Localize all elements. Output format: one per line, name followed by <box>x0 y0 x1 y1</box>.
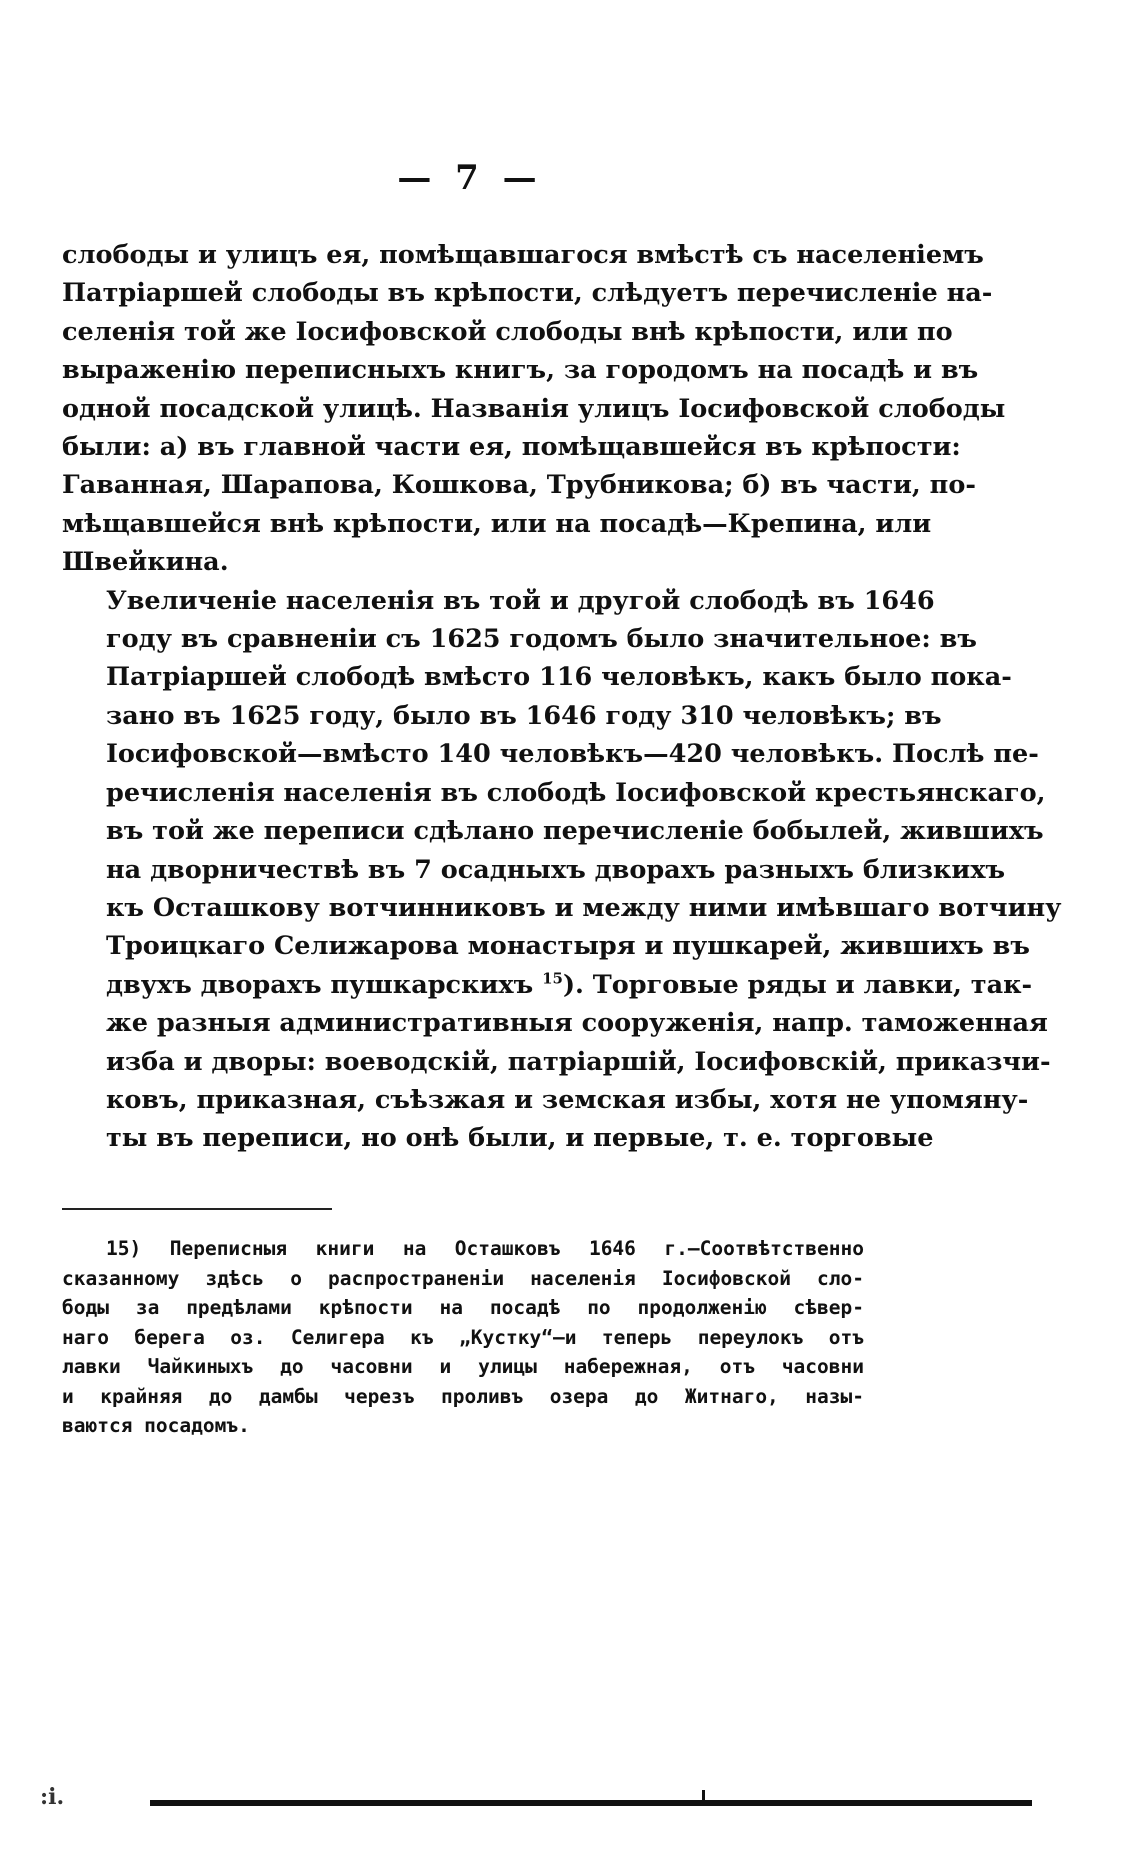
text-line: мѣщавшейся внѣ крѣпости, или на посадѣ—Крепина, или <box>62 508 932 539</box>
main-text <box>62 236 1062 1158</box>
text-line: Патріаршей слободѣ вмѣсто 116 человѣкъ, какъ было пока- <box>106 662 1012 693</box>
text-line: Швейкина. <box>62 547 229 578</box>
text-line: ты въ переписи, но онѣ были, и первые, т. е. торговые <box>106 1123 934 1154</box>
footnote-reference[interactable]: 15 <box>542 969 563 988</box>
paragraph-1 <box>62 236 1006 582</box>
text-line: изба и дворы: воеводскій, патріаршій, Іосифовскій, приказчи- <box>106 1046 1051 1077</box>
text-line: выраженію переписныхъ книгъ, за городомъ на посадѣ и въ <box>62 355 979 386</box>
text-line: къ Осташкову вотчинниковъ и между ними имѣвшаго вотчину <box>106 892 1062 923</box>
text-line: году въ сравненіи съ 1625 годомъ было значительное: въ <box>106 624 977 655</box>
footnote-marker: 15) <box>106 1237 142 1260</box>
text-line: слободы и улицъ ея, помѣщавшагося вмѣстѣ съ населеніемъ <box>62 240 984 270</box>
footnote-line: и крайняя до дамбы черезъ проливъ озера до Житнаго, назы- <box>62 1384 864 1408</box>
text-line: Гаванная, Шарапова, Кошкова, Трубникова; б) въ части, по- <box>62 470 976 501</box>
text-line: Троицкаго Селижарова монастыря и пушкарей, жившихъ въ <box>106 931 1030 962</box>
footnote-line: боды за предѣлами крѣпости на посадѣ по продолженію сѣвер- <box>62 1296 864 1319</box>
text-line: Іосифовской—вмѣсто 140 человѣкъ—420 человѣкъ. Послѣ пе- <box>106 739 1039 770</box>
text-line: речисленія населенія въ слободѣ Іосифовской крестьянскаго, <box>106 777 1046 808</box>
footnote-line: лавки Чайкиныхъ до часовни и улицы набережная, отъ часовни <box>62 1355 864 1378</box>
footnote-separator <box>62 1208 332 1210</box>
footnote-text: Переписныя книги на Осташковъ 1646 г.—Соотвѣтственно <box>169 1237 864 1260</box>
footnote-15 <box>62 1234 864 1441</box>
text-line: на дворничествѣ въ 7 осадныхъ дворахъ разныхъ близкихъ <box>106 854 1006 885</box>
footnote-line <box>62 1234 864 1264</box>
footnote-line: наго берега оз. Селигера къ „Кустку“—и теперь переулокъ отъ <box>62 1325 864 1349</box>
text-line: одной посадской улицѣ. Названія улицъ Іосифовской слободы <box>62 393 1006 424</box>
text-line: въ той же переписи сдѣлано перечисленіе бобылей, жившихъ <box>106 816 1044 847</box>
text-line: Патріаршей слободы въ крѣпости, слѣдуетъ перечисленіе на- <box>62 278 993 309</box>
page-number: — 7 — <box>397 158 543 198</box>
footnote-line: ваются посадомъ. <box>62 1414 250 1437</box>
text-line: ковъ, приказная, съѣзжая и земская избы, хотя не упомяну- <box>106 1084 1029 1115</box>
text-line: зано въ 1625 году, было въ 1646 году 310 человѣкъ; въ <box>106 700 942 731</box>
page-bottom-rule <box>150 1800 1032 1806</box>
margin-mark: :i. <box>40 1784 65 1810</box>
text-line: были: а) въ главной части ея, помѣщавшейся въ крѣпости: <box>62 432 961 463</box>
text-segment: ). Торговые ряды и лавки, так- <box>562 969 1033 1000</box>
paragraph-2 <box>62 582 1062 1158</box>
footnote-line: сказанному здѣсь о распространеніи населенія Іосифовской сло- <box>62 1266 864 1290</box>
text-line: же разныя административныя сооруженія, напр. таможенная <box>106 1008 1048 1039</box>
text-line: селенія той же Іосифовской слободы внѣ крѣпости, или по <box>62 316 953 347</box>
text-line: Увеличеніе населенія въ той и другой слободѣ въ 1646 <box>106 585 935 616</box>
text-line-with-footnote-ref <box>62 966 1033 1004</box>
text-segment: двухъ дворахъ пушкарскихъ <box>106 969 534 1000</box>
